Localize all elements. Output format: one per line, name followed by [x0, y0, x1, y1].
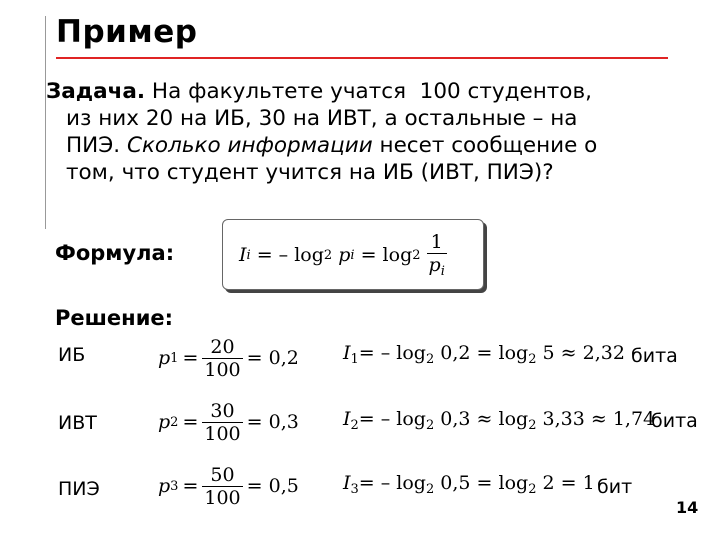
p-fraction: [202, 400, 242, 445]
page-number: 14: [676, 498, 699, 517]
row-label-pie: ПИЭ: [58, 478, 100, 500]
i-formula-pie: [343, 472, 595, 497]
p-sub: 3: [170, 478, 179, 494]
frac-den: 100: [204, 358, 241, 381]
task-line-3: [46, 132, 597, 159]
p-symbol: p: [158, 411, 171, 433]
unit-ib: бита: [631, 345, 678, 367]
task-line-4: том, что студент учится на ИБ (ИВТ, ПИЭ)?: [66, 160, 554, 185]
i-expr: = – log: [358, 472, 426, 494]
i-tail: 2 = 1: [536, 472, 595, 494]
formula-p: p: [332, 244, 351, 266]
formula-box: [222, 219, 484, 290]
task-line-3-a: ПИЭ.: [66, 133, 127, 158]
p-symbol: p: [158, 475, 171, 497]
slide-title: Пример: [56, 14, 198, 50]
p-value: = 0,5: [246, 475, 299, 497]
i-expr: = – log: [358, 408, 426, 430]
task-line-3-italic: Сколько информации: [126, 133, 373, 158]
i-symbol: I: [343, 342, 351, 364]
p-value: = 0,2: [246, 347, 299, 369]
frac-num: 20: [210, 335, 235, 358]
task-line-3-b: несет сообщение о: [372, 133, 598, 158]
frac-num: 50: [210, 463, 235, 486]
formula-eq1: = – log: [250, 244, 324, 266]
equals-sign: =: [182, 475, 199, 497]
task-line-1-text: На факультете учатся 100 студентов,: [145, 79, 592, 104]
formula-eq2: = log: [354, 244, 413, 266]
row-label-ib: ИБ: [58, 344, 86, 366]
formula-frac-den-p: p: [428, 254, 441, 276]
i-base: 2: [425, 418, 435, 433]
task-line-1: [46, 78, 597, 105]
task-label: Задача.: [46, 79, 146, 104]
formula-log-base-2: 2: [412, 247, 421, 263]
p-fraction: [202, 336, 242, 381]
formula-lhs-sub: i: [246, 247, 251, 263]
p-formula-ib: [158, 330, 299, 386]
task-line-2: из них 20 на ИБ, 30 на ИВТ, а остальные – на: [66, 106, 578, 131]
p-value: = 0,3: [246, 411, 299, 433]
i-rest: 0,2 = log: [434, 342, 529, 364]
i-symbol: I: [343, 472, 351, 494]
i-base: 2: [425, 482, 435, 497]
i-symbol: I: [343, 408, 351, 430]
formula-fraction: [427, 231, 447, 279]
i-base2: 2: [528, 482, 537, 497]
i-base2: 2: [528, 352, 537, 367]
i-expr: = – log: [358, 342, 426, 364]
equals-sign: =: [182, 411, 199, 433]
frac-den: 100: [204, 486, 241, 509]
p-sub: 2: [170, 414, 179, 430]
i-sub: 2: [350, 418, 359, 433]
i-rest: 0,5 = log: [434, 472, 529, 494]
title-underline: [56, 57, 668, 59]
i-sub: 1: [350, 352, 359, 367]
formula-frac-den-sub: i: [440, 264, 445, 279]
formula-p-sub: i: [350, 247, 355, 263]
formula-lhs: I: [239, 244, 247, 266]
p-symbol: p: [158, 347, 171, 369]
p-formula-pie: [158, 458, 299, 514]
formula-frac-den: [427, 254, 447, 279]
task-text: [46, 78, 597, 186]
i-base2: 2: [528, 418, 537, 433]
solution-label: Решение:: [55, 306, 174, 330]
p-sub: 1: [170, 350, 179, 366]
i-base: 2: [425, 352, 435, 367]
frac-den: 100: [204, 422, 241, 445]
formula-expression: [239, 231, 447, 279]
i-rest: 0,3 ≈ log: [434, 408, 529, 430]
i-formula-ivt: [343, 408, 655, 433]
i-sub: 3: [350, 482, 359, 497]
i-tail: 3,33 ≈ 1,74: [536, 408, 656, 430]
i-tail: 5 ≈ 2,32: [536, 342, 625, 364]
frac-num: 30: [210, 399, 235, 422]
p-formula-ivt: [158, 394, 299, 450]
formula-frac-num: 1: [430, 231, 443, 253]
formula-log-base-1: 2: [323, 247, 333, 263]
p-fraction: [202, 464, 242, 509]
unit-pie: бит: [597, 476, 633, 498]
equals-sign: =: [182, 347, 199, 369]
i-formula-ib: [343, 342, 625, 367]
formula-label: Формула:: [55, 241, 175, 265]
unit-ivt: бита: [651, 410, 698, 432]
row-label-ivt: ИВТ: [58, 412, 97, 434]
